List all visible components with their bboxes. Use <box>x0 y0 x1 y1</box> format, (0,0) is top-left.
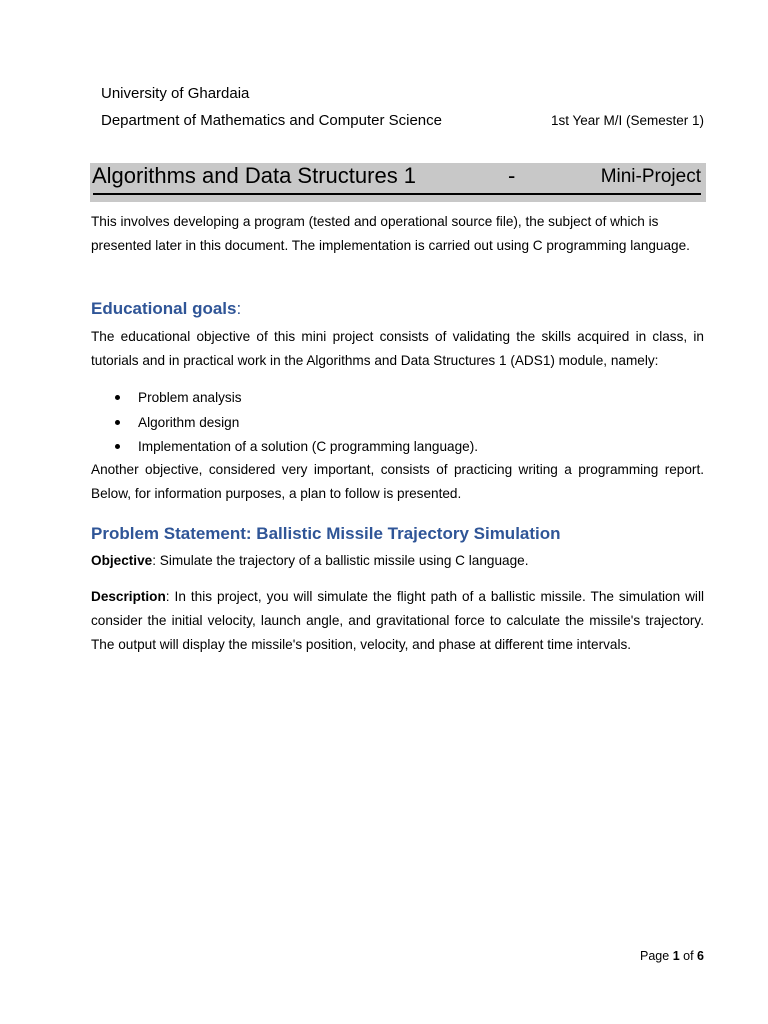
description-label: Description <box>91 589 166 604</box>
title-underline <box>93 193 701 195</box>
bullet-icon <box>115 420 120 425</box>
objective-paragraph <box>91 549 704 573</box>
total-pages: 6 <box>697 949 704 963</box>
description-text: : In this project, you will simulate the flight path of a ballistic missile. The simulation will consider the initial velocity, launch angle, and gravitational force to calculate the missile's trajectory. The output will display the missile's position, velocity, and phase at different time intervals. <box>91 589 704 652</box>
report-objective-paragraph: Another objective, considered very important, consists of practicing writing a programming report. Below, for information purposes, a plan to follow is presented. <box>91 462 704 501</box>
educational-goals-heading-text: Educational goals <box>91 299 237 318</box>
list-item <box>91 411 478 436</box>
list-item-text: Implementation of a solution (C programming language). <box>138 439 479 454</box>
of-word: of <box>683 949 694 963</box>
current-page: 1 <box>672 949 680 963</box>
educational-goals-heading <box>91 298 241 320</box>
goals-paragraph: The educational objective of this mini project consists of validating the skills acquired in class, in tutorials and in practical work in the Algorithms and Data Structures 1 (ADS1) module, namely: <box>91 329 704 368</box>
educational-goals-heading-colon: : <box>236 299 242 318</box>
intro-paragraph: This involves developing a program (tested and operational source file), the subject of which is presented later in this document. The implementation is carried out using C programming language. <box>91 214 690 253</box>
skills-list <box>91 386 478 460</box>
objective-text: : Simulate the trajectory of a ballistic missile using C language. <box>152 553 529 568</box>
bullet-icon <box>115 444 120 449</box>
course-title: Algorithms and Data Structures 1 <box>92 163 417 188</box>
list-item <box>91 386 478 411</box>
page-number <box>640 946 704 966</box>
title-separator: - <box>508 163 516 188</box>
project-type: Mini-Project <box>600 166 701 187</box>
list-item-text: Problem analysis <box>138 390 242 405</box>
bullet-icon <box>115 395 120 400</box>
university-name: University of Ghardaia <box>101 85 250 102</box>
list-item <box>91 435 478 460</box>
title-bar <box>90 163 706 202</box>
list-item-text: Algorithm design <box>138 414 240 430</box>
year-semester: 1st Year M/I (Semester 1) <box>550 113 704 128</box>
description-paragraph <box>91 585 704 657</box>
department-name: Department of Mathematics and Computer Science <box>101 112 442 129</box>
objective-label: Objective <box>91 553 153 568</box>
page-word: Page <box>640 949 670 963</box>
problem-statement-heading: Problem Statement: Ballistic Missile Trajectory Simulation <box>91 524 561 543</box>
